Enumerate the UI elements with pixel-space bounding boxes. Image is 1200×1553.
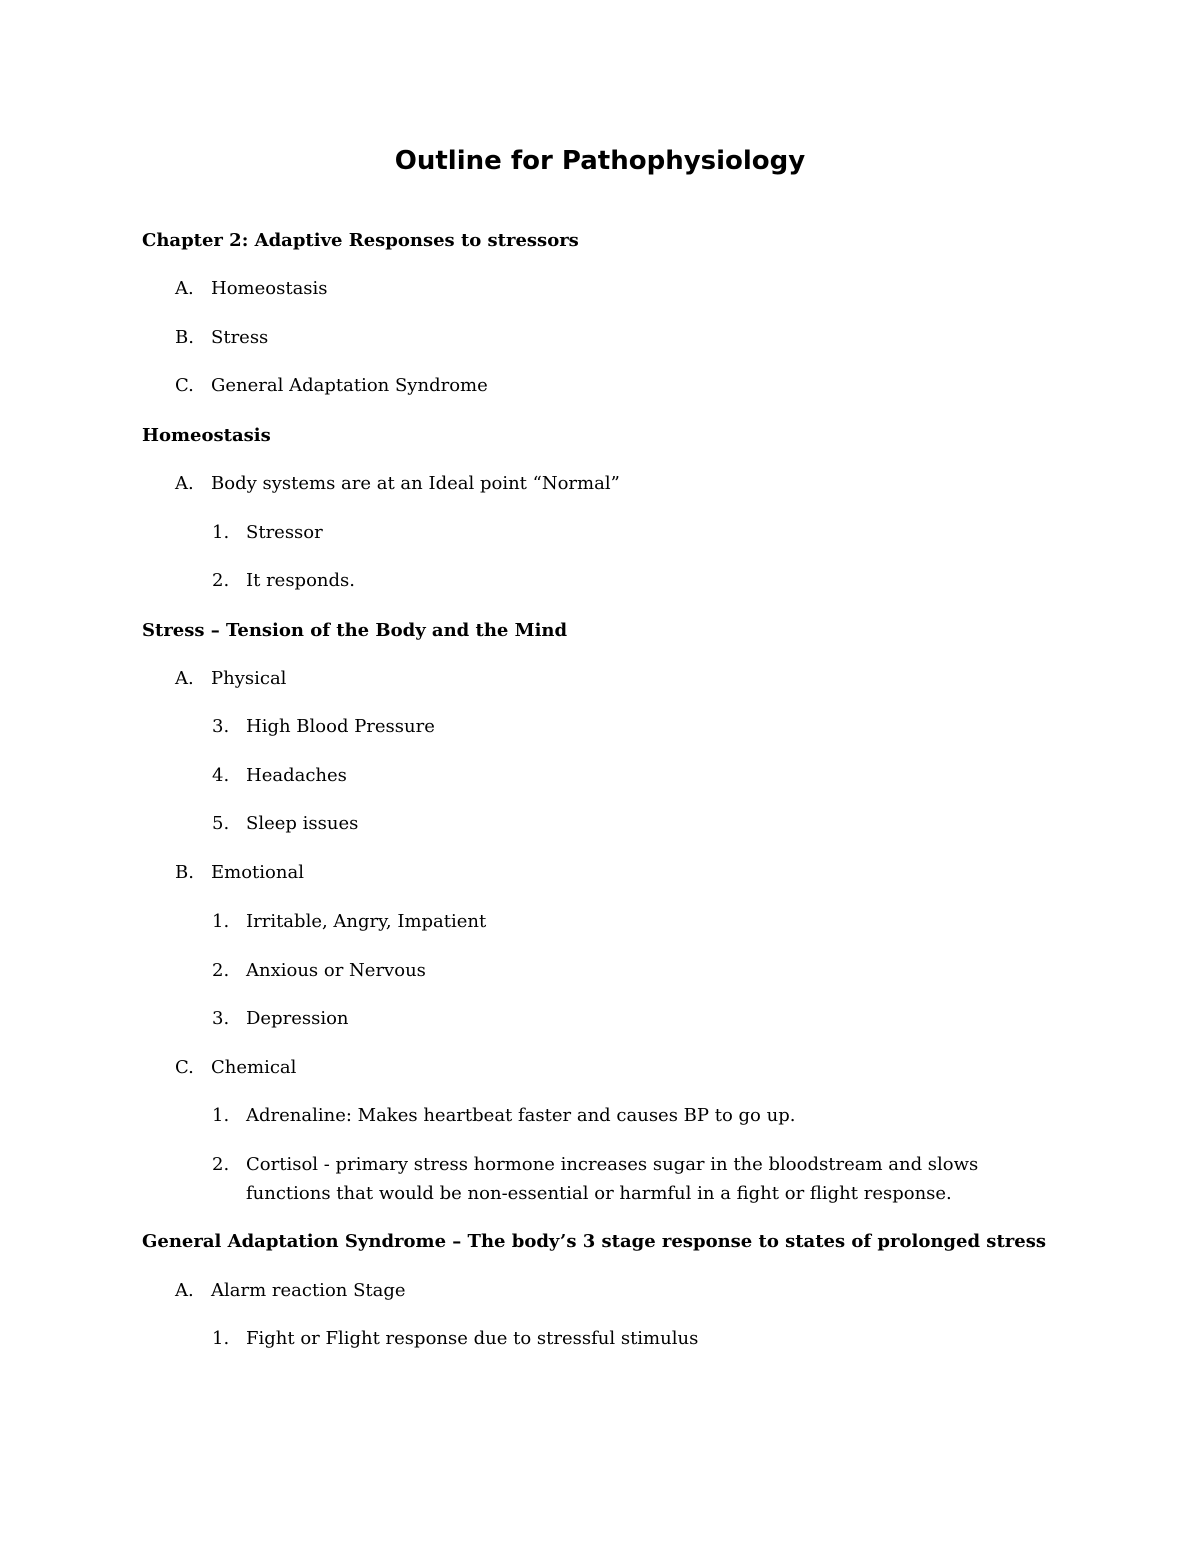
- item-text: Physical: [211, 668, 287, 689]
- subitem-marker: 3.: [212, 716, 230, 737]
- section-heading: General Adaptation Syndrome – The body’s 3 stage response to states of prolonged stress: [142, 1231, 1046, 1252]
- item-marker: A.: [175, 278, 194, 299]
- item-text: General Adaptation Syndrome: [211, 375, 488, 396]
- subitem-text: It responds.: [246, 570, 355, 591]
- subitem-text: Cortisol - primary stress hormone increases sugar in the bloodstream and slows functions that would be non-essential or harmful in a fight or flight response.: [246, 1154, 979, 1204]
- subitem-text: Irritable, Angry, Impatient: [246, 911, 487, 932]
- item-marker: B.: [175, 862, 194, 883]
- subitem-marker: 2.: [212, 1154, 230, 1175]
- item-marker: C.: [175, 1057, 194, 1078]
- item-marker: A.: [175, 473, 194, 494]
- subitem-text: Anxious or Nervous: [246, 960, 426, 981]
- subitem-marker: 1.: [212, 911, 230, 932]
- item-text: Homeostasis: [211, 278, 328, 299]
- subitem-text: Sleep issues: [246, 813, 359, 834]
- item-marker: A.: [175, 668, 194, 689]
- subitem-marker: 5.: [212, 813, 230, 834]
- item-text: Chemical: [211, 1057, 297, 1078]
- subitem-text: Fight or Flight response due to stressful stimulus: [246, 1328, 699, 1349]
- subitem-text: Depression: [246, 1008, 349, 1029]
- subitem-text: Adrenaline: Makes heartbeat faster and causes BP to go up.: [246, 1105, 796, 1126]
- subitem-marker: 2.: [212, 570, 230, 591]
- item-text: Alarm reaction Stage: [211, 1280, 406, 1301]
- subitem-text: Headaches: [246, 765, 347, 786]
- subitem-text: High Blood Pressure: [246, 716, 435, 737]
- subitem-marker: 1.: [212, 1328, 230, 1349]
- item-text: Stress: [211, 327, 269, 348]
- item-text: Emotional: [211, 862, 304, 883]
- item-text: Body systems are at an Ideal point “Normal”: [211, 473, 620, 494]
- section-heading: Chapter 2: Adaptive Responses to stressors: [142, 230, 579, 251]
- subitem-marker: 1.: [212, 522, 230, 543]
- item-marker: A.: [175, 1280, 194, 1301]
- subitem-marker: 3.: [212, 1008, 230, 1029]
- document-title: Outline for Pathophysiology: [394, 146, 806, 176]
- section-heading: Stress – Tension of the Body and the Mind: [142, 620, 568, 641]
- section-heading: Homeostasis: [142, 425, 271, 446]
- item-marker: C.: [175, 375, 194, 396]
- subitem-marker: 4.: [212, 765, 230, 786]
- subitem-text: Stressor: [246, 522, 323, 543]
- subitem-marker: 1.: [212, 1105, 230, 1126]
- item-marker: B.: [175, 327, 194, 348]
- subitem-marker: 2.: [212, 960, 230, 981]
